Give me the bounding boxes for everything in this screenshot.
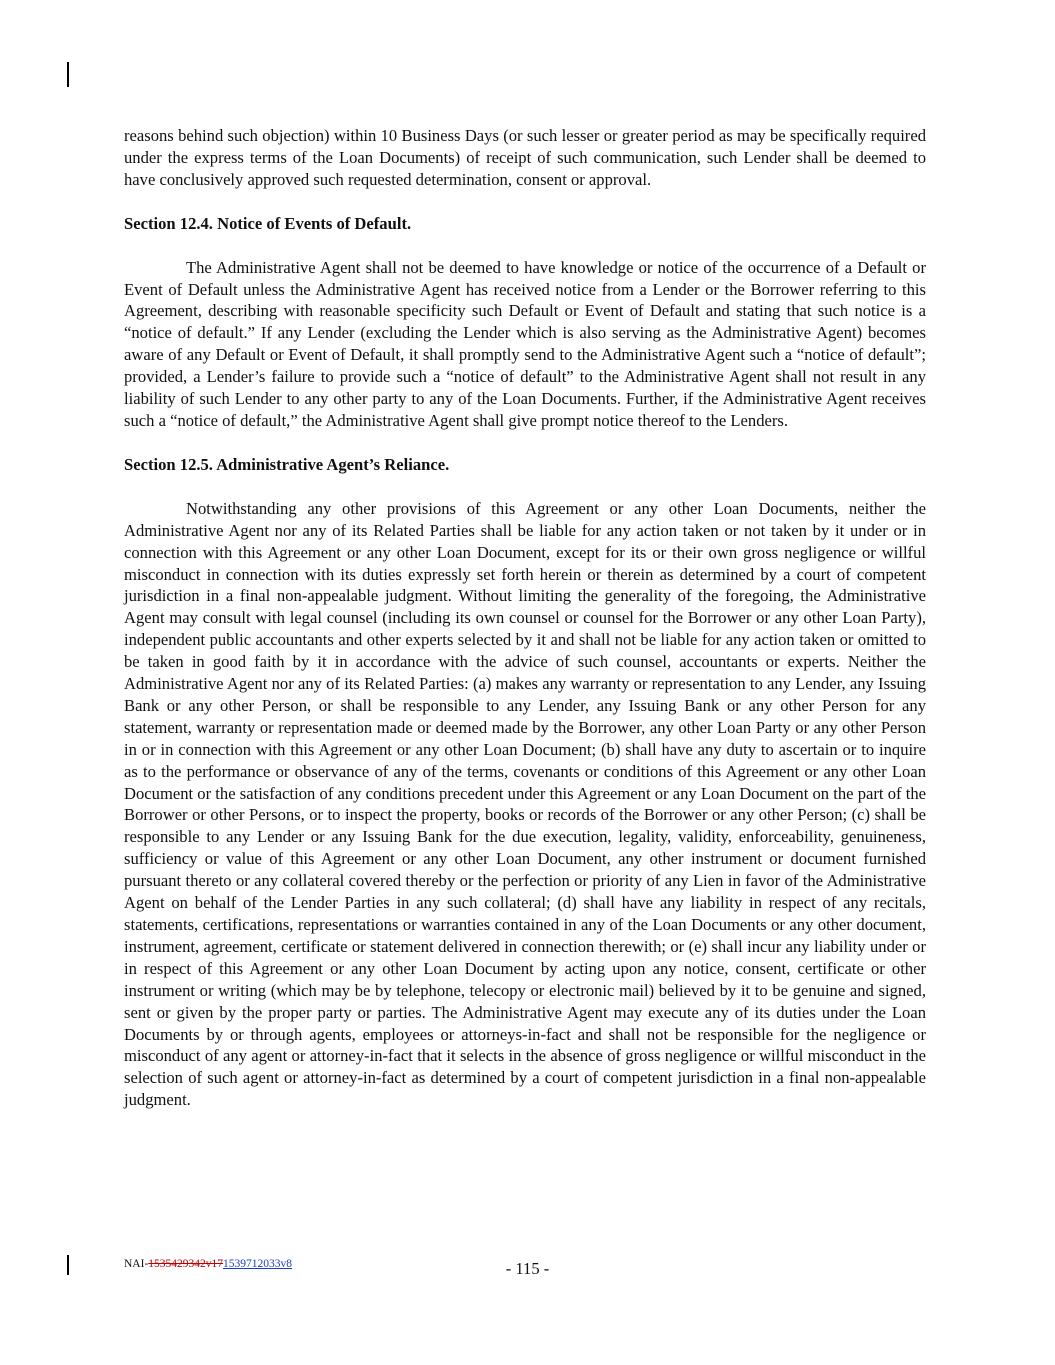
document-id-deleted: 1535429342v17 [148, 1258, 224, 1270]
continuation-paragraph: reasons behind such objection) within 10 Business Days (or such lesser or greater period as may be specifically required under the express terms of the Loan Documents) of receipt of such communication, such Lender shall be deemed to have conclusively approved such requested determination, consent or approval. [124, 126, 926, 189]
document-body [124, 125, 926, 1111]
section-12-5-heading: Section 12.5. Administrative Agent’s Reliance. [124, 454, 450, 474]
section-12-4-heading: Section 12.4. Notice of Events of Default. [124, 213, 412, 233]
change-bar-top [67, 62, 69, 87]
page-number: - 115 - [505, 1259, 550, 1278]
section-12-4-body: The Administrative Agent shall not be deemed to have knowledge or notice of the occurrence of a Default or Event of Default unless the Administrative Agent has received notice from a Lender or the Borrower referring to this Agreement, describing with reasonable specificity such Default or Event of Default and stating that such notice is a “notice of default.” If any Lender (excluding the Lender which is also serving as the Administrative Agent) becomes aware of any Default or Event of Default, it shall promptly send to the Administrative Agent such a “notice of default”; provided, a Lender’s failure to provide such a “notice of default” to the Administrative Agent shall not result in any liability of such Lender to any other party to any of the Loan Documents. Further, if the Administrative Agent receives such a “notice of default,” the Administrative Agent shall give prompt notice thereof to the Lenders. [124, 257, 926, 430]
document-id-prefix: NAI- [124, 1258, 149, 1270]
section-12-5-body: Notwithstanding any other provisions of this Agreement or any other Loan Documents, neither the Administrative Agent nor any of its Related Parties shall be liable for any action taken or not taken by it under or in connection with this Agreement or any other Loan Document, except for its or their own gross negligence or willful misconduct in connection with its duties expressly set forth herein or therein as determined by a court of competent jurisdiction in a final non-appealable judgment. Without limiting the generality of the foregoing, the Administrative Agent may consult with legal counsel (including its own counsel or counsel for the Borrower or any other Loan Party), independent public accountants and other experts selected by it and shall not be liable for any action taken or omitted to be taken in good faith by it in accordance with the advice of such counsel, accountants or experts. Neither the Administrative Agent nor any of its Related Parties: (a) makes any warranty or representation to any Lender, any Issuing Bank or any other Person, or shall be responsible to any Lender, any Issuing Bank or any other Person for any statement, warranty or representation made or deemed made by the Borrower, any other Loan Party or any other Person in or in connection with this Agreement or any other Loan Document; (b) shall have any duty to ascertain or to inquire as to the performance or observance of any of the terms, covenants or conditions of this Agreement or any other Loan Document or the satisfaction of any conditions precedent under this Agreement or any Loan Document on the part of the Borrower or other Persons, or to inspect the property, books or records of the Borrower or any other Person; (c) shall be responsible to any Lender or any Issuing Bank for the due execution, legality, validity, enforceability, genuineness, sufficiency or value of this Agreement or any other Loan Document, any other instrument or document furnished pursuant thereto or any collateral covered thereby or the perfection or priority of any Lien in favor of the Administrative Agent on behalf of the Lender Parties in any such collateral; (d) shall have any liability in respect of any recitals, statements, certifications, representations or warranties contained in any of the Loan Documents or any other document, instrument, agreement, certificate or statement delivered in connection therewith; or (e) shall incur any liability under or in respect of this Agreement or any other Loan Document by acting upon any notice, consent, certificate or other instrument or writing (which may be by telephone, telecopy or electronic mail) believed by it to be genuine and signed, sent or given by the proper party or parties. The Administrative Agent may execute any of its duties under the Loan Documents by or through agents, employees or attorneys-in-fact and shall not be responsible for the negligence or misconduct of any agent or attorney-in-fact that it selects in the absence of gross negligence or willful misconduct in the selection of such agent or attorney-in-fact as determined by a court of competent jurisdiction in a final non-appealable judgment. [124, 498, 926, 1110]
document-id-inserted: 1539712033v8 [223, 1258, 293, 1270]
